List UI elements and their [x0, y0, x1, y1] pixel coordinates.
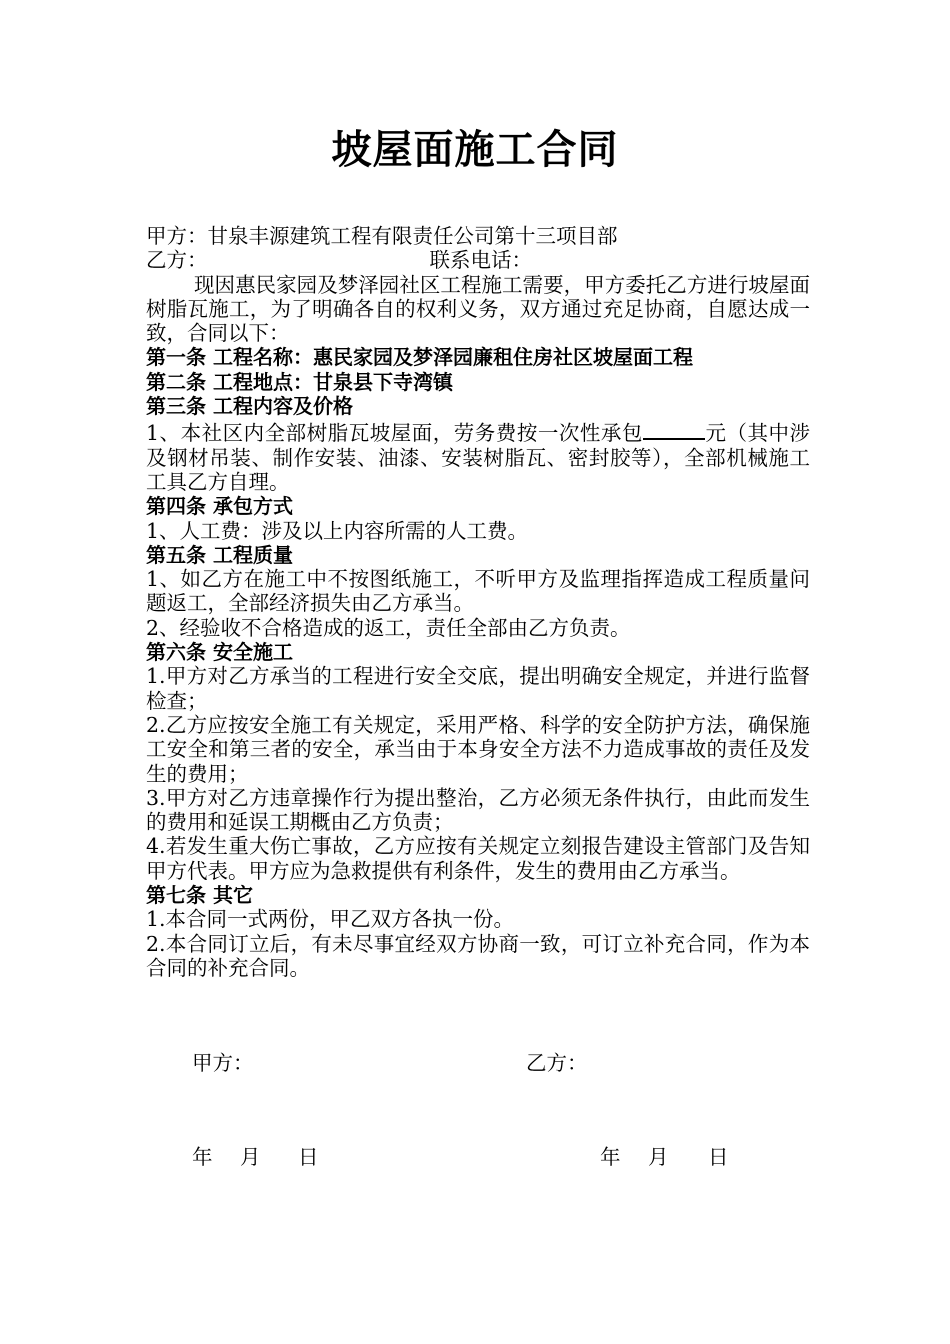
article-3-item-1-unit: 元 [704, 421, 727, 446]
date-a-year: 年 [192, 1145, 213, 1169]
party-a-line: 甲方：甘泉丰源建筑工程有限责任公司第十三项目部 [146, 224, 618, 248]
date-party-b [600, 1140, 729, 1170]
article-6-item-4: 4.若发生重大伤亡事故，乙方应按有关规定立刻报告建设主管部门及告知甲方代表。甲方应为急救提供有利条件，发生的费用由乙方承当。 [146, 834, 810, 883]
date-b-month: 月 [648, 1145, 669, 1169]
date-a-month: 月 [240, 1145, 261, 1169]
article-7-item-2: 2.本合同订立后，有未尽事宜经双方协商一致，可订立补充合同，作为本合同的补充合同。 [146, 931, 810, 980]
date-party-a [192, 1140, 319, 1170]
signature-party-a: 甲方： [192, 1051, 254, 1075]
article-3-item-1 [146, 418, 810, 494]
article-3-item-1-rest: （其中涉及钢材吊装、制作安装、油漆、安装树脂瓦、密封胶等），全部机械施工工具乙方自理。 [146, 421, 810, 494]
article-1-heading: 第一条 工程名称：惠民家园及梦泽园廉租住房社区坡屋面工程 [146, 345, 693, 370]
article-7-heading: 第七条 其它 [146, 883, 253, 908]
article-7-item-1: 1.本合同一式两份，甲乙双方各执一份。 [146, 907, 515, 932]
article-6-item-3: 3.甲方对乙方违章操作行为提出整治，乙方必须无条件执行，由此而发生的费用和延误工期概由乙方负责； [146, 785, 810, 835]
page-title: 坡屋面施工合同 [331, 127, 619, 173]
article-5-heading: 第五条 工程质量 [146, 542, 293, 567]
date-b-year: 年 [600, 1145, 621, 1169]
phone-label: 联系电话： [429, 248, 532, 273]
article-6-item-2: 2.乙方应按安全施工有关规定，采用严格、科学的安全防护方法，确保施工安全和第三者的安全，承当由于本身安全方法不力造成事故的责任及发生的费用； [146, 712, 810, 786]
article-3-item-1-pre: 1、本社区内全部树脂瓦坡屋面，劳务费按一次性承包 [146, 421, 643, 446]
article-6-heading: 第六条 安全施工 [146, 640, 293, 665]
article-4-heading: 第四条 承包方式 [146, 494, 293, 519]
date-b-day: 日 [708, 1145, 729, 1169]
party-b-line [146, 248, 810, 272]
date-a-day: 日 [298, 1145, 319, 1169]
article-6-item-1: 1.甲方对乙方承当的工程进行安全交底，提出明确安全规定，并进行监督检查； [146, 664, 810, 713]
article-5-item-2: 2、经验收不合格造成的返工，责任全部由乙方负责。 [146, 615, 631, 640]
amount-blank [643, 418, 705, 440]
article-3-heading: 第三条 工程内容及价格 [146, 394, 353, 419]
contract-body [146, 224, 810, 980]
party-b-label: 乙方： [146, 248, 208, 273]
article-5-item-1: 1、如乙方在施工中不按图纸施工，不听甲方及监理指挥造成工程质量问题返工，全部经济损失由乙方承当。 [146, 567, 810, 616]
article-2-heading: 第二条 工程地点：甘泉县下寺湾镇 [146, 369, 453, 394]
intro-paragraph: 现因惠民家园及梦泽园社区工程施工需要，甲方委托乙方进行坡屋面树脂瓦施工，为了明确各自的权利义务，双方通过充足协商，自愿达成一致，合同以下： [146, 272, 810, 346]
signature-party-b: 乙方： [526, 1051, 588, 1075]
article-4-item-1: 1、人工费：涉及以上内容所需的人工费。 [146, 518, 529, 543]
